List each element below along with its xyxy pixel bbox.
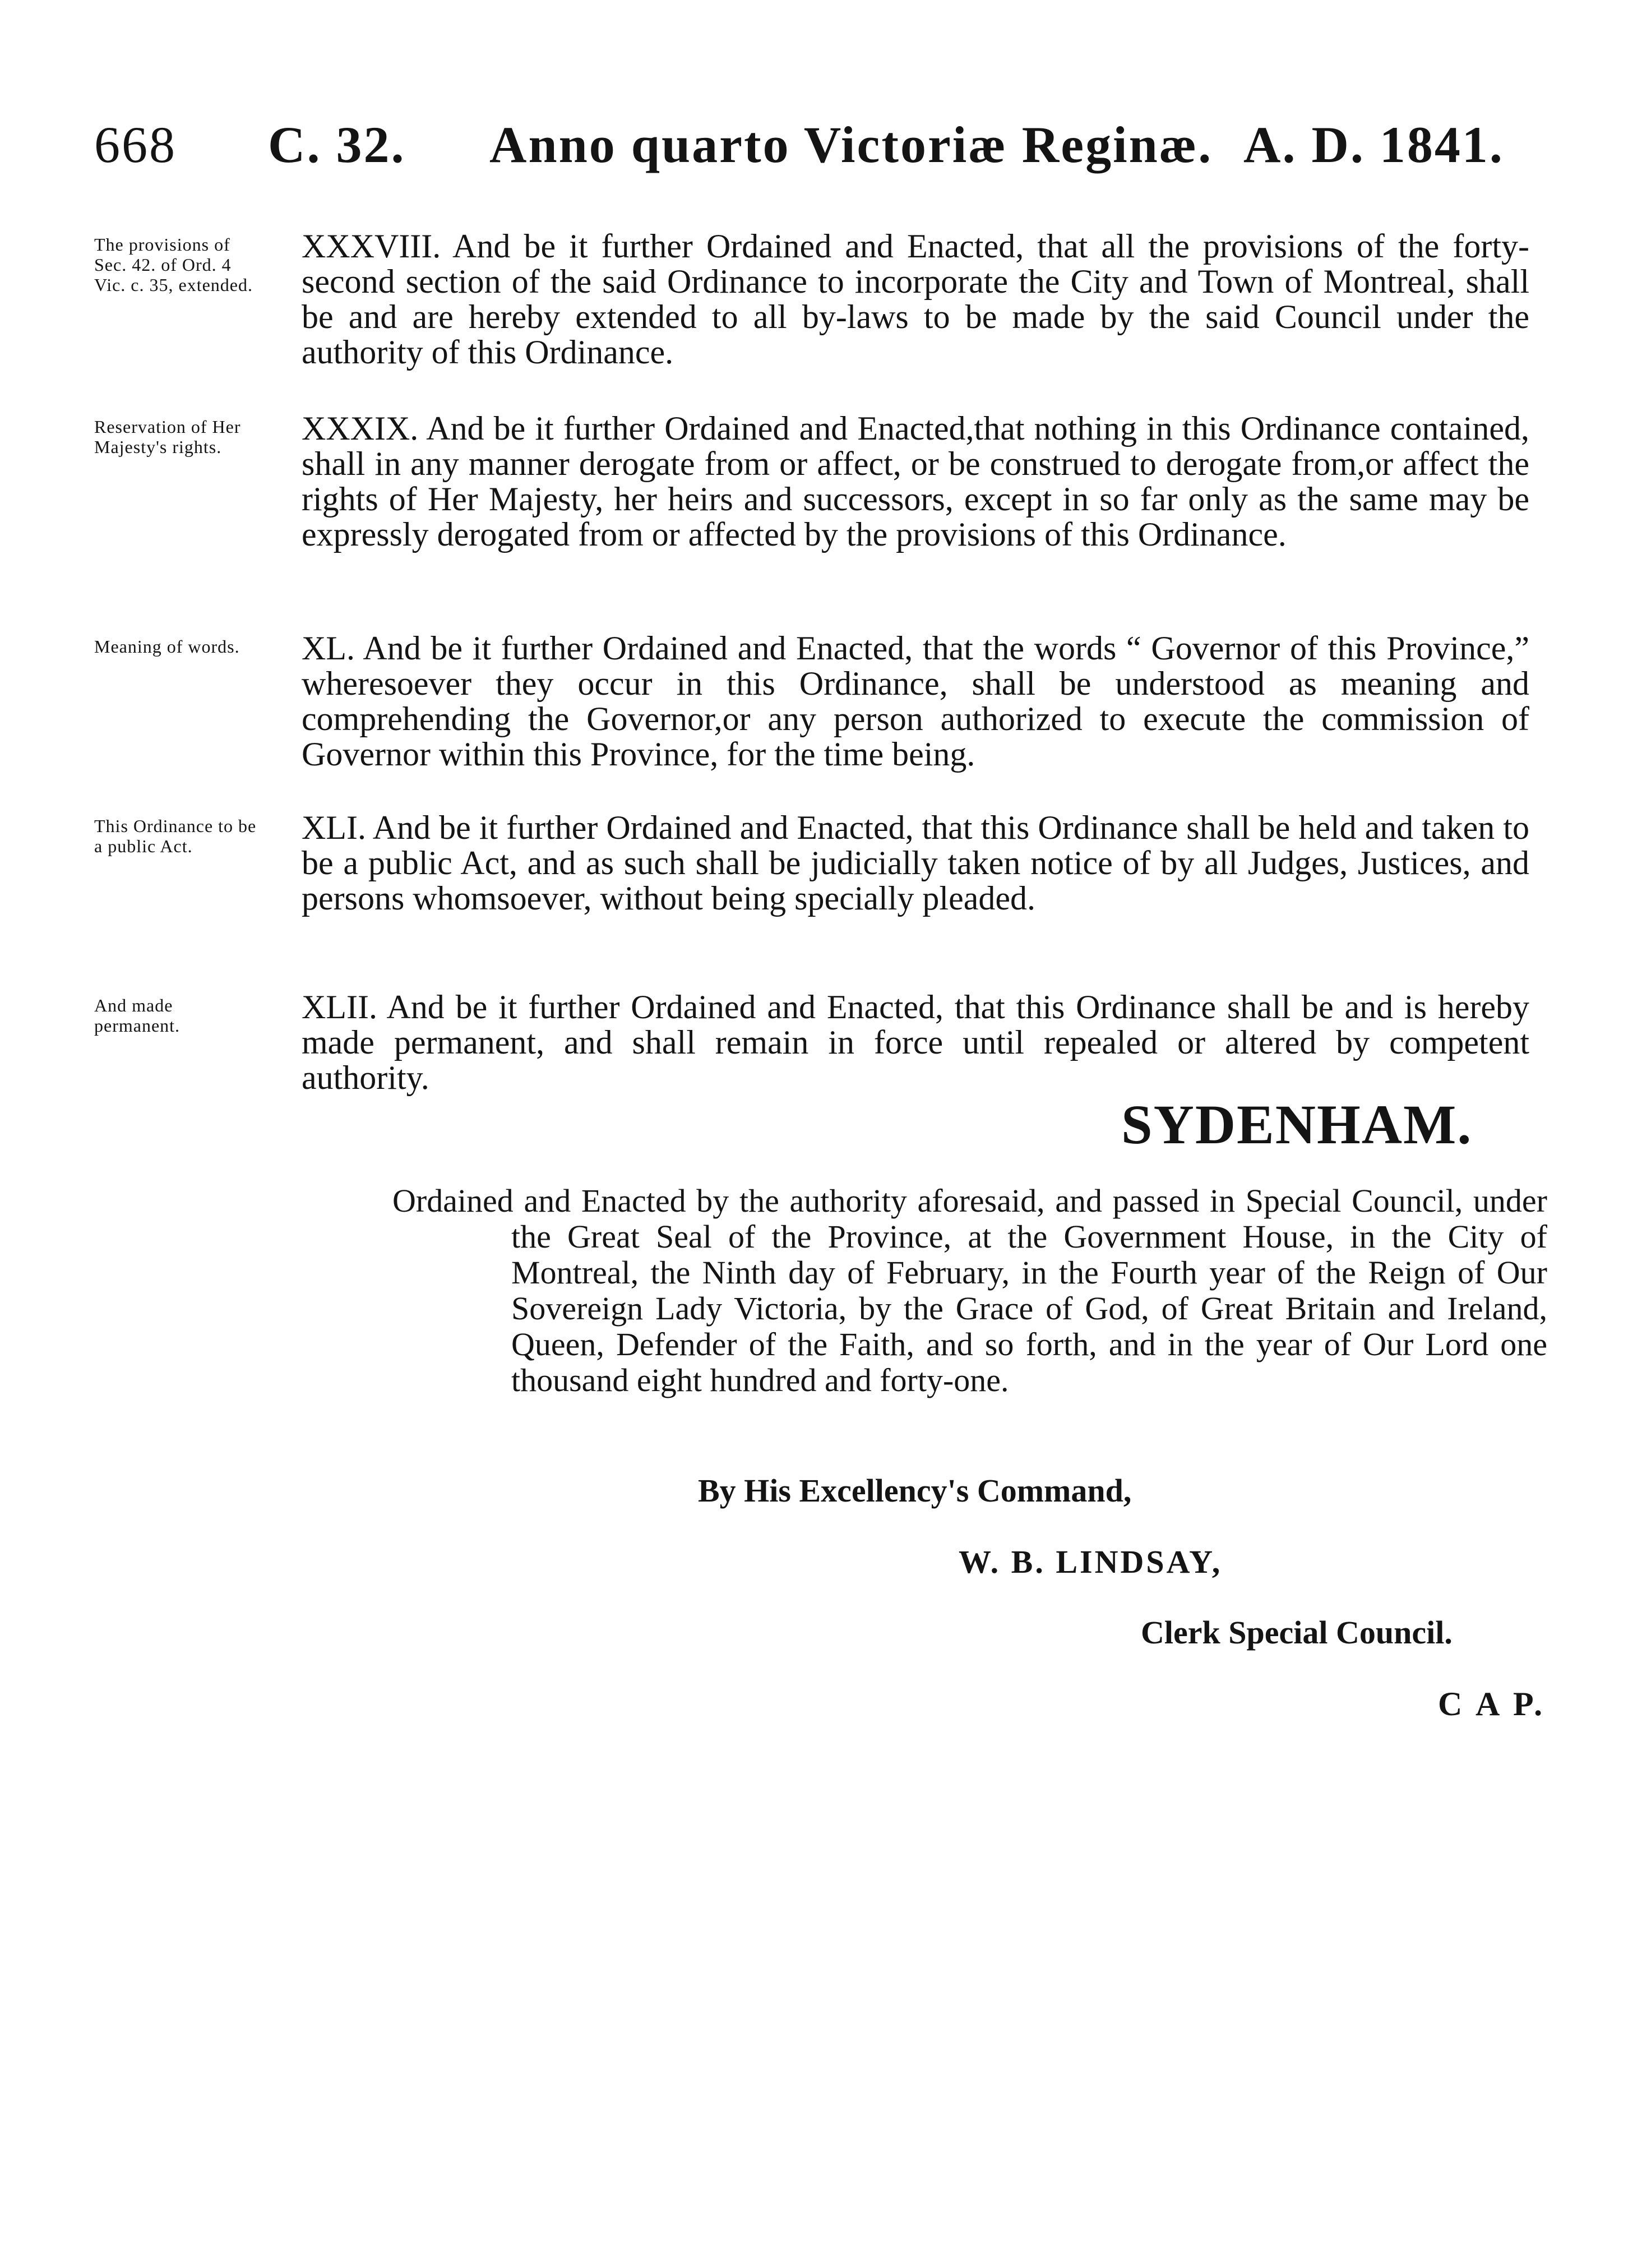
- section-paragraph: XLI. And be it further Ordained and Enacted, that this Ordinance shall be held and taken to be a public Act, and as such shall be judicially taken notice of by all Judges, Justices, and persons whomsoever, without being specially pleaded.: [302, 809, 1529, 917]
- section-xli: [94, 810, 1541, 962]
- section-xlii: [94, 990, 1541, 1102]
- page-header: [94, 115, 1529, 188]
- marginal-note: Reservation of Her Majesty's rights.: [94, 417, 241, 457]
- marginal-note: The provisions of Sec. 42. of Ord. 4 Vic. c. 35, extended.: [94, 234, 253, 295]
- section-xl: [94, 631, 1541, 782]
- running-title: Anno quarto Victoriæ Reginæ.: [489, 116, 1213, 173]
- enactment-text: Ordained and Enacted by the authority aforesaid, and passed in Special Council, under the Great Seal of the Province, at the Government House, in the City of Montreal, the Ninth day of February, in the Fourth year of the Reign of Our Sovereign Lady Victoria, by the Grace of God, of Great Britain and Ireland, Queen, Defender of the Faith, and so forth, and in the year of Our Lord one thousand eight hundred and forty-one.: [392, 1182, 1547, 1398]
- clerk-title: Clerk Special Council.: [1141, 1614, 1453, 1651]
- clerk-name: W. B. LINDSAY,: [959, 1544, 1223, 1580]
- section-text: [274, 229, 1529, 370]
- chapter-number: C. 32.: [268, 116, 406, 173]
- catchword: C A P.: [1438, 1685, 1546, 1722]
- marginal-note: Meaning of words.: [94, 636, 240, 657]
- section-paragraph: XLII. And be it further Ordained and Enacted, that this Ordinance shall be and is hereby made permanent, and shall remain in force until repealed or altered by competent authority.: [302, 989, 1529, 1096]
- section-text: [274, 810, 1529, 916]
- governor-signature: SYDENHAM.: [1121, 1093, 1473, 1156]
- command-line: By His Excellency's Command,: [698, 1472, 1132, 1509]
- page-number: 668: [94, 116, 177, 173]
- section-xxxviii: [94, 229, 1541, 380]
- marginal-note: And made permanent.: [94, 995, 181, 1036]
- year-heading: A. D. 1841.: [1243, 116, 1504, 173]
- section-paragraph: XL. And be it further Ordained and Enacted, that the words “ Governor of this Province,” wheresoever they occur in this Ordinance, shall be understood as meaning and comprehending the Governor,or any person authorized to execute the commission of Governor within this Province, for the time being.: [302, 630, 1529, 773]
- enactment-clause: [392, 1183, 1547, 1398]
- section-paragraph: XXXVIII. And be it further Ordained and Enacted, that all the provisions of the forty-second section of the said Ordinance to incorporate the City and Town of Montreal, shall be and are hereby extended to all by-laws to be made by the said Council under the authority of this Ordinance.: [302, 228, 1529, 371]
- section-xxxix: [94, 411, 1541, 596]
- marginal-note: This Ordinance to be a public Act.: [94, 816, 257, 856]
- section-paragraph: XXXIX. And be it further Ordained and Enacted,that nothing in this Ordinance contained, shall in any manner derogate from or affect, or be construed to derogate from,or affect the rights of Her Majesty, her heirs and successors, except in so far only as the same may be expressly derogated from or affected by the provisions of this Ordinance.: [302, 410, 1529, 553]
- section-text: [274, 990, 1529, 1096]
- section-text: [274, 411, 1529, 552]
- section-text: [274, 631, 1529, 772]
